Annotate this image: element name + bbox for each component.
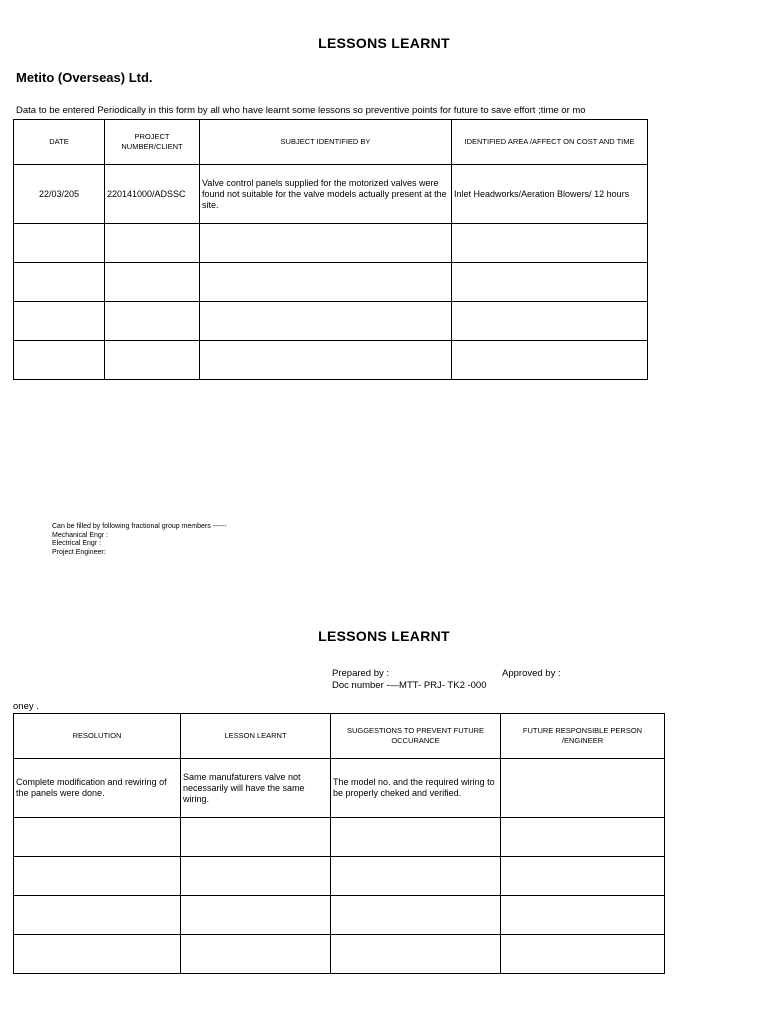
cell-lesson[interactable]: Same manufaturers valve not necessarily will have the same wiring. [181, 759, 331, 818]
empty-cell[interactable] [452, 341, 648, 380]
column-header-resolution: RESOLUTION [14, 714, 181, 759]
empty-cell[interactable] [331, 935, 501, 974]
empty-cell[interactable] [331, 818, 501, 857]
empty-cell[interactable] [14, 896, 181, 935]
notes-block [52, 523, 227, 557]
empty-cell[interactable] [105, 263, 200, 302]
empty-cell[interactable] [105, 302, 200, 341]
doc-number: Doc number -—MTT- PRJ- TK2 -000 [332, 680, 487, 691]
empty-cell[interactable] [181, 857, 331, 896]
empty-cell[interactable] [14, 341, 105, 380]
cell-responsible[interactable] [501, 759, 665, 818]
notes-line: Electrical Engr : [52, 540, 102, 547]
column-header-lesson: LESSON LEARNT [181, 714, 331, 759]
column-header-responsible: FUTURE RESPONSIBLE PERSON /ENGINEER [501, 714, 665, 759]
empty-cell[interactable] [452, 224, 648, 263]
table-header-row [14, 714, 665, 759]
column-header-date: DATE [14, 120, 105, 165]
company-name: Metito (Overseas) Ltd. [16, 70, 153, 85]
empty-cell[interactable] [452, 263, 648, 302]
cell-suggestion[interactable]: The model no. and the required wiring to be properly cheked and verified. [331, 759, 501, 818]
table-row [14, 224, 648, 263]
table-row [14, 857, 665, 896]
empty-cell[interactable] [181, 896, 331, 935]
column-header-project: PROJECT NUMBER/CLIENT [105, 120, 200, 165]
instruction-text: Data to be entered Periodically in this form by all who have learnt some lessons so preventive points for future to save effort ;time or mo [16, 105, 586, 116]
empty-cell[interactable] [105, 341, 200, 380]
cell-date[interactable]: 22/03/205 [14, 165, 105, 224]
cell-resolution[interactable]: Complete modification and rewiring of the panels were done. [14, 759, 181, 818]
table-row [14, 818, 665, 857]
column-header-area: IDENTIFIED AREA /AFFECT ON COST AND TIME [452, 120, 648, 165]
table-row [14, 263, 648, 302]
empty-cell[interactable] [181, 935, 331, 974]
table-row [14, 302, 648, 341]
notes-line: Can be filled by following fractional group members ------ [52, 523, 227, 530]
empty-cell[interactable] [501, 818, 665, 857]
cell-subject[interactable]: Valve control panels supplied for the motorized valves were found not suitable for the valve models actually present at the site. [200, 165, 452, 224]
empty-cell[interactable] [181, 818, 331, 857]
table-row [14, 165, 648, 224]
cell-project[interactable]: 220141000/ADSSC [105, 165, 200, 224]
table-row [14, 896, 665, 935]
empty-cell[interactable] [501, 896, 665, 935]
empty-cell[interactable] [14, 302, 105, 341]
page-title-sheet2: LESSONS LEARNT [318, 628, 450, 644]
table-row [14, 935, 665, 974]
empty-cell[interactable] [200, 263, 452, 302]
cell-area[interactable]: Inlet Headworks/Aeration Blowers/ 12 hours [452, 165, 648, 224]
instruction-continuation: oney . [13, 701, 39, 712]
empty-cell[interactable] [14, 818, 181, 857]
empty-cell[interactable] [331, 896, 501, 935]
table-header-row [14, 120, 648, 165]
empty-cell[interactable] [200, 302, 452, 341]
empty-cell[interactable] [501, 935, 665, 974]
column-header-suggestions: SUGGESTIONS TO PREVENT FUTURE OCCURANCE [331, 714, 501, 759]
page-title-sheet1: LESSONS LEARNT [318, 35, 450, 51]
empty-cell[interactable] [331, 857, 501, 896]
empty-cell[interactable] [501, 857, 665, 896]
empty-cell[interactable] [200, 341, 452, 380]
column-header-subject: SUBJECT IDENTIFIED BY [200, 120, 452, 165]
table-row [14, 759, 665, 818]
approved-by-label: Approved by : [502, 668, 561, 679]
notes-line: Project Engineer: [52, 548, 106, 556]
notes-line: Mechanical Engr : [52, 531, 109, 539]
empty-cell[interactable] [14, 224, 105, 263]
lessons-table-sheet2 [13, 713, 665, 974]
table-row [14, 341, 648, 380]
empty-cell[interactable] [200, 224, 452, 263]
empty-cell[interactable] [14, 263, 105, 302]
empty-cell[interactable] [14, 857, 181, 896]
empty-cell[interactable] [452, 302, 648, 341]
lessons-table-sheet1 [13, 119, 648, 380]
prepared-by-label: Prepared by : [332, 668, 390, 679]
empty-cell[interactable] [14, 935, 181, 974]
empty-cell[interactable] [105, 224, 200, 263]
